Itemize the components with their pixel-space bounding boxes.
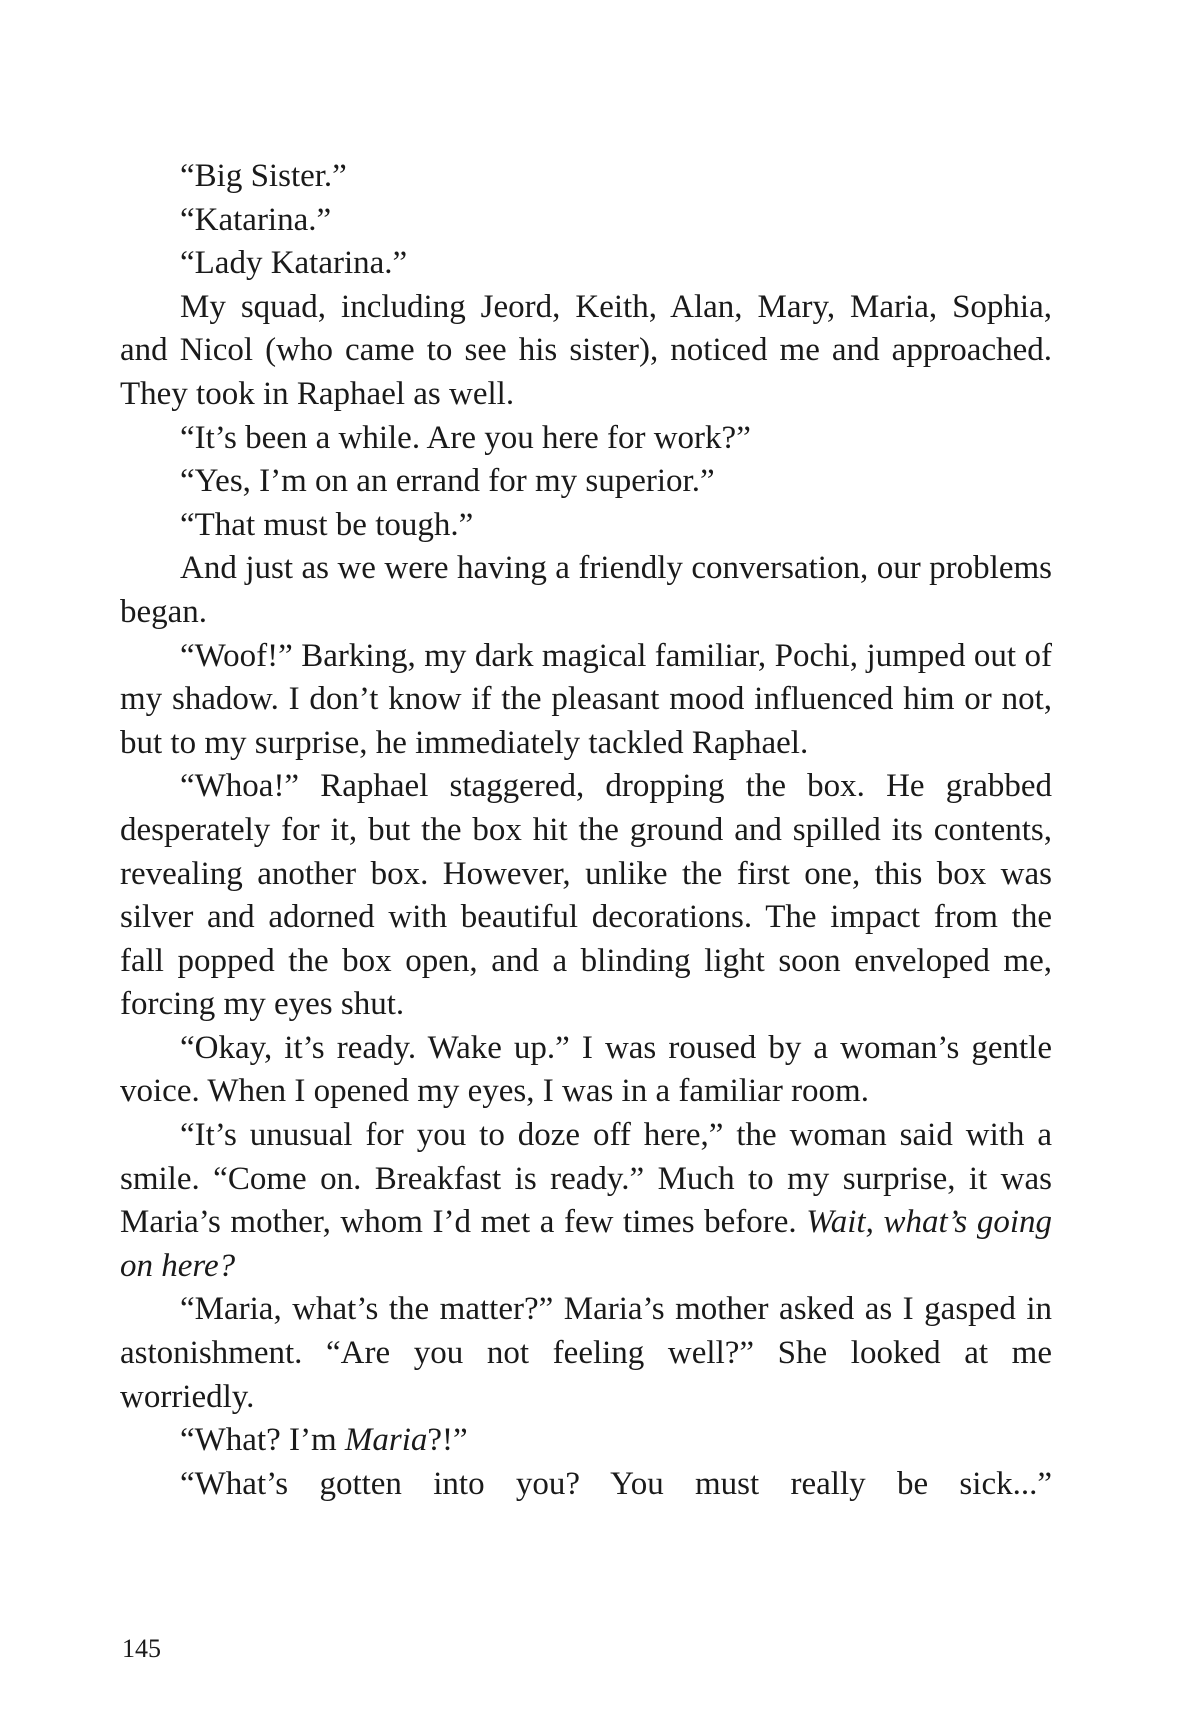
paragraph: “Woof!” Barking, my dark magical familiar, Pochi, jumped out of my shadow. I don’t know if the pleasant mood influenced him or not, but to my surprise, he immediately tackled Raphael. [120,637,1052,761]
paragraph: “What’s gotten into you? You must really be sick...” [180,1465,1052,1502]
paragraph-text: “It’s unusual for you to doze off here,” the woman said with a smile. “Come on. Breakfast is ready.” Much to my surprise, it was Maria’s mother, whom I’d met a few times before. [120,1117,1052,1241]
paragraph: And just as we were having a friendly conversation, our problems began. [120,550,1052,630]
paragraph-text: “What? I’m [180,1422,345,1459]
paragraph: “Lady Katarina.” [180,245,408,282]
body-text [120,155,1052,1506]
paragraph: “That must be tough.” [180,506,474,543]
italic-thought: Wait, what’s going on here? [120,1204,1052,1284]
paragraph-text: ?!” [427,1422,468,1459]
page-number: 145 [122,1634,161,1663]
paragraph: “Whoa!” Raphael staggered, dropping the box. He grabbed desperately for it, but the box hit the ground and spilled its contents, revealing another box. However, unlike the first one, this box was silver and adorned with beautiful decorations. The impact from the fall popped the box open, and a blinding light soon enveloped me, forcing my eyes shut. [120,768,1052,1023]
paragraph [120,1114,1052,1288]
paragraph: “Okay, it’s ready. Wake up.” I was roused by a woman’s gentle voice. When I opened my eyes, I was in a familiar room. [120,1029,1052,1110]
italic-name: Maria [344,1422,428,1459]
paragraph: “Maria, what’s the matter?” Maria’s mother asked as I gasped in astonishment. “Are you not feeling well?” She looked at me worriedly. [120,1291,1052,1415]
paragraph: “Yes, I’m on an errand for my superior.” [180,463,715,500]
paragraph: “Big Sister.” [180,158,347,194]
paragraph: “It’s been a while. Are you here for work?” [180,419,751,456]
paragraph [120,1419,1052,1463]
paragraph: “Katarina.” [180,201,332,238]
paragraph: My squad, including Jeord, Keith, Alan, Mary, Maria, Sophia, and Nicol (who came to see his sister), noticed me and approached. They took in Raphael as well. [120,288,1052,412]
